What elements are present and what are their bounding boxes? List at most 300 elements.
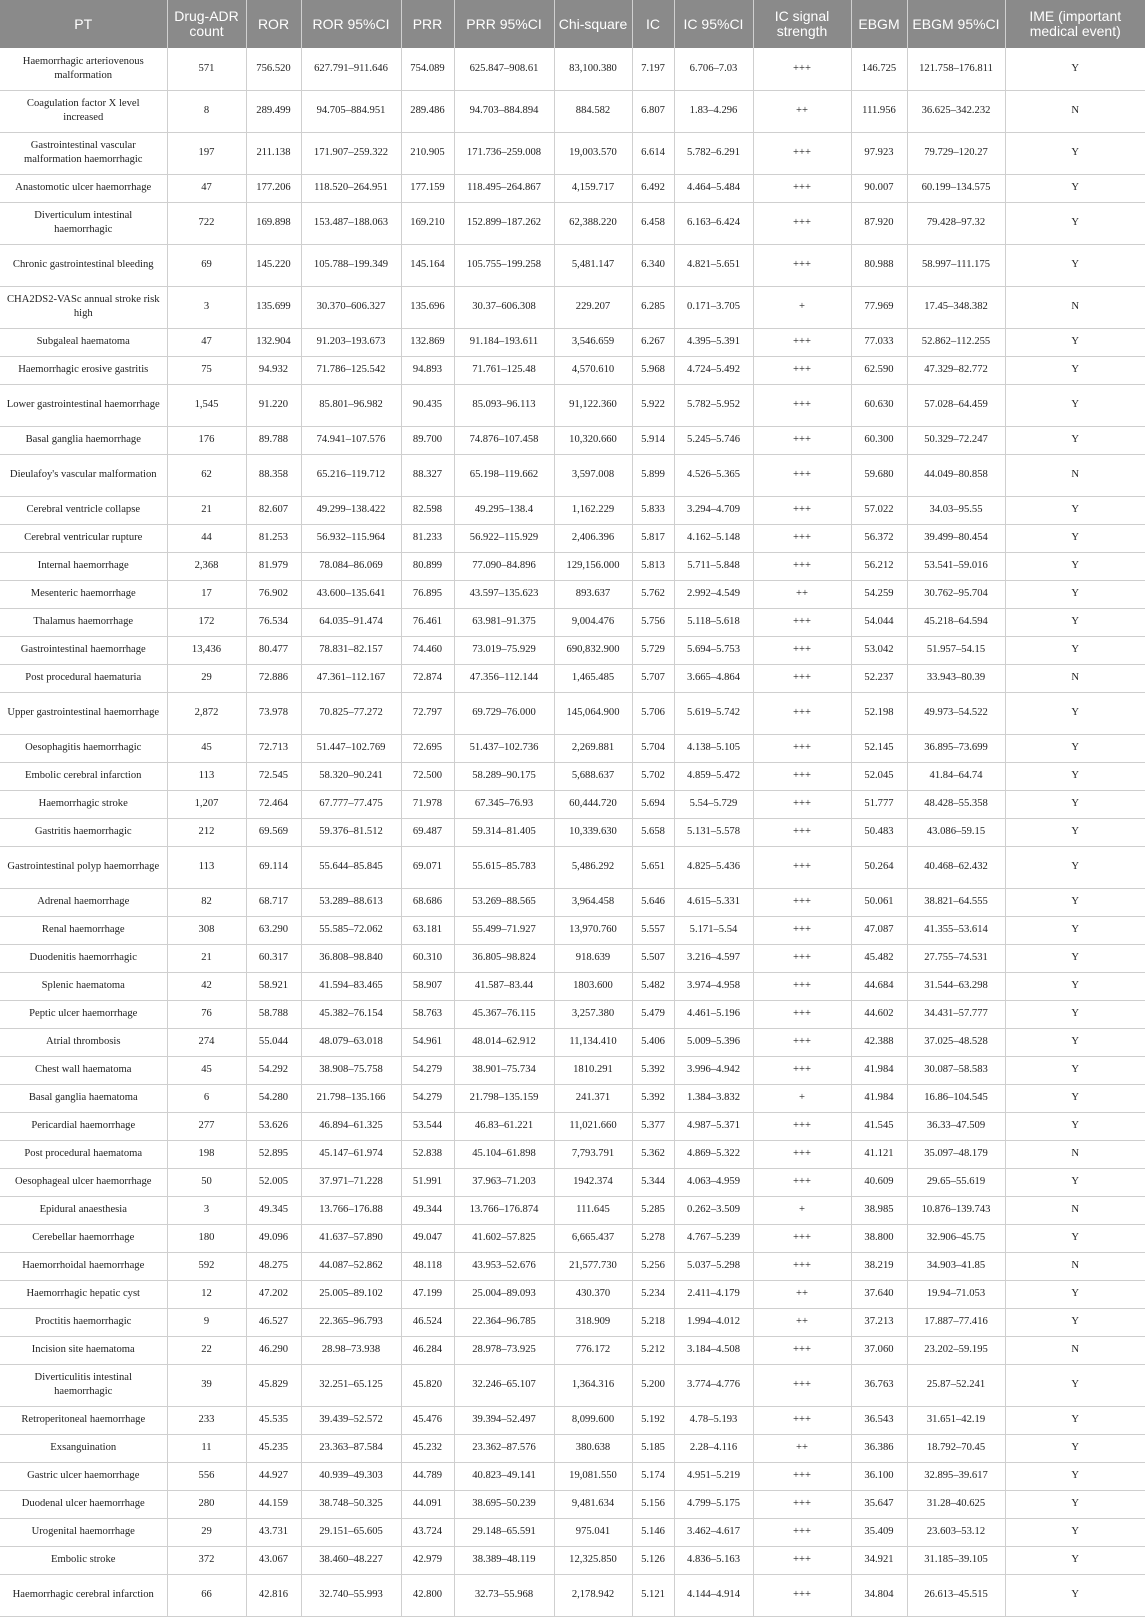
table-row [0,1434,1145,1462]
cell-prr: 72.797 [401,692,454,734]
cell-ic-ci: 4.464–5.484 [674,174,753,202]
cell-pt: Cerebral ventricular rupture [0,524,167,552]
cell-ebgm: 52.145 [851,734,907,762]
cell-ic-ci: 3.665–4.864 [674,664,753,692]
cell-ebgm: 45.482 [851,944,907,972]
cell-ebgm: 56.372 [851,524,907,552]
header-ime: IME (important medical event) [1005,0,1145,48]
cell-prr-ci: 32.246–65.107 [454,1364,554,1406]
cell-ime: Y [1005,174,1145,202]
cell-ror-ci: 70.825–77.272 [301,692,401,734]
cell-pt: Gastrointestinal polyp haemorrhage [0,846,167,888]
table-row [0,244,1145,286]
cell-prr-ci: 38.389–48.119 [454,1546,554,1574]
header-drug-adr-count: Drug-ADR count [167,0,246,48]
cell-chi-square: 3,964.458 [554,888,632,916]
cell-drug-adr-count: 21 [167,944,246,972]
cell-ebgm-ci: 34.903–41.85 [907,1252,1005,1280]
cell-ime: Y [1005,1490,1145,1518]
cell-prr: 135.696 [401,286,454,328]
cell-prr-ci: 40.823–49.141 [454,1462,554,1490]
cell-drug-adr-count: 29 [167,664,246,692]
cell-chi-square: 1,465.485 [554,664,632,692]
cell-ebgm-ci: 26.613–45.515 [907,1574,1005,1616]
cell-ic: 5.212 [632,1336,674,1364]
cell-chi-square: 10,320.660 [554,426,632,454]
cell-ic: 5.729 [632,636,674,664]
cell-drug-adr-count: 29 [167,1518,246,1546]
header-chi-square: Chi-square [554,0,632,48]
cell-ic-ci: 2.411–4.179 [674,1280,753,1308]
cell-ic-ci: 4.615–5.331 [674,888,753,916]
cell-ime: Y [1005,762,1145,790]
cell-ebgm-ci: 41.84–64.74 [907,762,1005,790]
cell-ic-ci: 4.395–5.391 [674,328,753,356]
cell-ic: 5.833 [632,496,674,524]
cell-ebgm: 59.680 [851,454,907,496]
cell-ime: Y [1005,1056,1145,1084]
cell-ime: N [1005,286,1145,328]
cell-pt: Cerebellar haemorrhage [0,1224,167,1252]
cell-ic-signal-strength: +++ [753,1252,851,1280]
cell-ime: Y [1005,1000,1145,1028]
cell-ror-ci: 59.376–81.512 [301,818,401,846]
cell-drug-adr-count: 17 [167,580,246,608]
cell-prr: 69.071 [401,846,454,888]
cell-ic-ci: 4.825–5.436 [674,846,753,888]
table-row [0,1224,1145,1252]
cell-ic-signal-strength: +++ [753,1056,851,1084]
table-row [0,1280,1145,1308]
header-ic-signal-strength: IC signal strength [753,0,851,48]
cell-ic-ci: 5.131–5.578 [674,818,753,846]
cell-ebgm: 60.630 [851,384,907,426]
cell-chi-square: 19,003.570 [554,132,632,174]
cell-ebgm: 50.483 [851,818,907,846]
cell-ebgm: 54.044 [851,608,907,636]
cell-ic-signal-strength: +++ [753,1000,851,1028]
cell-ebgm: 56.212 [851,552,907,580]
table-row [0,608,1145,636]
cell-ime: Y [1005,944,1145,972]
cell-ebgm: 38.219 [851,1252,907,1280]
cell-ebgm-ci: 10.876–139.743 [907,1196,1005,1224]
cell-drug-adr-count: 12 [167,1280,246,1308]
cell-ic-signal-strength: + [753,286,851,328]
cell-ic: 5.914 [632,426,674,454]
cell-pt: Oesophageal ulcer haemorrhage [0,1168,167,1196]
cell-prr: 90.435 [401,384,454,426]
cell-ime: Y [1005,1518,1145,1546]
cell-ror: 58.921 [246,972,301,1000]
cell-prr-ci: 29.148–65.591 [454,1518,554,1546]
cell-ebgm-ci: 38.821–64.555 [907,888,1005,916]
cell-ebgm: 53.042 [851,636,907,664]
cell-drug-adr-count: 592 [167,1252,246,1280]
cell-prr: 68.686 [401,888,454,916]
cell-prr: 81.233 [401,524,454,552]
cell-ror-ci: 74.941–107.576 [301,426,401,454]
cell-ror-ci: 51.447–102.769 [301,734,401,762]
table-row [0,580,1145,608]
cell-ror: 52.005 [246,1168,301,1196]
cell-prr-ci: 36.805–98.824 [454,944,554,972]
cell-ror-ci: 23.363–87.584 [301,1434,401,1462]
cell-ror: 88.358 [246,454,301,496]
cell-ic: 5.813 [632,552,674,580]
cell-ic: 5.156 [632,1490,674,1518]
table-row [0,1462,1145,1490]
cell-ic-signal-strength: + [753,1084,851,1112]
cell-chi-square: 1942.374 [554,1168,632,1196]
cell-ebgm-ci: 39.499–80.454 [907,524,1005,552]
cell-chi-square: 690,832.900 [554,636,632,664]
cell-chi-square: 3,597.008 [554,454,632,496]
cell-ror-ci: 153.487–188.063 [301,202,401,244]
cell-pt: Anastomotic ulcer haemorrhage [0,174,167,202]
cell-ror-ci: 71.786–125.542 [301,356,401,384]
table-row [0,1518,1145,1546]
cell-drug-adr-count: 9 [167,1308,246,1336]
cell-drug-adr-count: 45 [167,734,246,762]
cell-ror: 49.096 [246,1224,301,1252]
cell-prr: 76.895 [401,580,454,608]
cell-prr: 145.164 [401,244,454,286]
cell-pt: Coagulation factor X level increased [0,90,167,132]
cell-prr-ci: 55.615–85.783 [454,846,554,888]
cell-ebgm: 57.022 [851,496,907,524]
cell-ebgm-ci: 23.202–59.195 [907,1336,1005,1364]
cell-ic-signal-strength: +++ [753,454,851,496]
cell-drug-adr-count: 113 [167,846,246,888]
cell-prr: 53.544 [401,1112,454,1140]
cell-ror-ci: 47.361–112.167 [301,664,401,692]
cell-ic-signal-strength: +++ [753,1490,851,1518]
cell-drug-adr-count: 45 [167,1056,246,1084]
cell-ebgm: 38.800 [851,1224,907,1252]
cell-ic-signal-strength: ++ [753,580,851,608]
cell-ror: 63.290 [246,916,301,944]
cell-prr-ci: 55.499–71.927 [454,916,554,944]
cell-pt: Subgaleal haematoma [0,328,167,356]
cell-ime: Y [1005,496,1145,524]
cell-ime: Y [1005,1364,1145,1406]
cell-ror-ci: 30.370–606.327 [301,286,401,328]
cell-ic-ci: 5.694–5.753 [674,636,753,664]
cell-ic: 5.406 [632,1028,674,1056]
cell-ic: 5.507 [632,944,674,972]
cell-ic-ci: 5.619–5.742 [674,692,753,734]
cell-prr-ci: 94.703–884.894 [454,90,554,132]
cell-drug-adr-count: 13,436 [167,636,246,664]
cell-chi-square: 11,134.410 [554,1028,632,1056]
cell-chi-square: 2,178.942 [554,1574,632,1616]
cell-prr-ci: 69.729–76.000 [454,692,554,734]
cell-prr: 54.279 [401,1056,454,1084]
cell-prr-ci: 58.289–90.175 [454,762,554,790]
cell-prr: 46.524 [401,1308,454,1336]
cell-ror-ci: 29.151–65.605 [301,1518,401,1546]
cell-pt: Duodenitis haemorrhagic [0,944,167,972]
cell-ror: 55.044 [246,1028,301,1056]
cell-ebgm: 54.259 [851,580,907,608]
cell-chi-square: 2,406.396 [554,524,632,552]
table-row [0,384,1145,426]
cell-pt: Haemorrhagic arteriovenous malformation [0,48,167,90]
cell-ebgm-ci: 33.943–80.39 [907,664,1005,692]
cell-ebgm-ci: 50.329–72.247 [907,426,1005,454]
cell-chi-square: 1803.600 [554,972,632,1000]
cell-ime: Y [1005,1406,1145,1434]
cell-ebgm-ci: 17.45–348.382 [907,286,1005,328]
cell-ror: 169.898 [246,202,301,244]
cell-ic-signal-strength: ++ [753,90,851,132]
cell-ic-signal-strength: +++ [753,1574,851,1616]
cell-drug-adr-count: 277 [167,1112,246,1140]
cell-ic-signal-strength: +++ [753,1224,851,1252]
cell-ime: N [1005,90,1145,132]
cell-ic-signal-strength: +++ [753,692,851,734]
cell-ebgm: 62.590 [851,356,907,384]
cell-ror: 47.202 [246,1280,301,1308]
cell-ic: 5.192 [632,1406,674,1434]
cell-ic: 6.267 [632,328,674,356]
cell-ime: Y [1005,1280,1145,1308]
table-row [0,1000,1145,1028]
cell-ebgm: 50.061 [851,888,907,916]
cell-drug-adr-count: 172 [167,608,246,636]
cell-ebgm-ci: 51.957–54.15 [907,636,1005,664]
cell-ror: 76.534 [246,608,301,636]
cell-drug-adr-count: 113 [167,762,246,790]
cell-ic-signal-strength: ++ [753,1280,851,1308]
cell-ebgm-ci: 79.729–120.27 [907,132,1005,174]
cell-ebgm: 41.984 [851,1056,907,1084]
cell-prr: 169.210 [401,202,454,244]
cell-prr: 45.232 [401,1434,454,1462]
cell-ic: 5.362 [632,1140,674,1168]
cell-ic-ci: 3.184–4.508 [674,1336,753,1364]
cell-ror: 211.138 [246,132,301,174]
cell-ebgm-ci: 30.762–95.704 [907,580,1005,608]
table-row [0,972,1145,1000]
cell-ebgm-ci: 32.906–45.75 [907,1224,1005,1252]
cell-ic-signal-strength: +++ [753,1406,851,1434]
cell-ror: 44.159 [246,1490,301,1518]
cell-prr-ci: 51.437–102.736 [454,734,554,762]
table-row [0,636,1145,664]
cell-prr-ci: 73.019–75.929 [454,636,554,664]
cell-ror: 91.220 [246,384,301,426]
cell-chi-square: 21,577.730 [554,1252,632,1280]
cell-ic: 6.285 [632,286,674,328]
cell-drug-adr-count: 6 [167,1084,246,1112]
cell-ebgm: 37.213 [851,1308,907,1336]
cell-drug-adr-count: 47 [167,174,246,202]
cell-ime: Y [1005,1224,1145,1252]
cell-ime: N [1005,1196,1145,1224]
cell-pt: Haemorrhagic hepatic cyst [0,1280,167,1308]
table-row [0,1056,1145,1084]
cell-chi-square: 1,364.316 [554,1364,632,1406]
cell-ror: 177.206 [246,174,301,202]
cell-ror-ci: 78.084–86.069 [301,552,401,580]
cell-ebgm-ci: 27.755–74.531 [907,944,1005,972]
table-row [0,454,1145,496]
cell-pt: Post procedural haematoma [0,1140,167,1168]
cell-ic: 5.377 [632,1112,674,1140]
cell-chi-square: 229.207 [554,286,632,328]
cell-ic-ci: 4.767–5.239 [674,1224,753,1252]
cell-ror: 81.979 [246,552,301,580]
cell-prr: 72.874 [401,664,454,692]
cell-ebgm: 41.121 [851,1140,907,1168]
cell-chi-square: 4,570.610 [554,356,632,384]
cell-ic-signal-strength: +++ [753,608,851,636]
cell-prr: 177.159 [401,174,454,202]
header-row [0,0,1145,48]
table-row [0,496,1145,524]
cell-ime: Y [1005,1084,1145,1112]
cell-ror: 54.292 [246,1056,301,1084]
cell-ic: 5.706 [632,692,674,734]
cell-ebgm: 41.545 [851,1112,907,1140]
cell-ic-ci: 5.782–6.291 [674,132,753,174]
cell-ror: 54.280 [246,1084,301,1112]
cell-ror-ci: 53.289–88.613 [301,888,401,916]
cell-ror-ci: 49.299–138.422 [301,496,401,524]
cell-drug-adr-count: 3 [167,286,246,328]
cell-ebgm-ci: 35.097–48.179 [907,1140,1005,1168]
cell-ror: 289.499 [246,90,301,132]
cell-prr-ci: 625.847–908.61 [454,48,554,90]
cell-ror: 76.902 [246,580,301,608]
cell-ic-signal-strength: +++ [753,1546,851,1574]
cell-ic-signal-strength: +++ [753,1364,851,1406]
cell-ime: Y [1005,608,1145,636]
cell-ime: Y [1005,1462,1145,1490]
cell-ebgm-ci: 40.468–62.432 [907,846,1005,888]
cell-ic-ci: 6.706–7.03 [674,48,753,90]
cell-ic: 5.702 [632,762,674,790]
cell-drug-adr-count: 556 [167,1462,246,1490]
cell-ic-ci: 4.063–4.959 [674,1168,753,1196]
cell-ebgm: 51.777 [851,790,907,818]
cell-ror-ci: 91.203–193.673 [301,328,401,356]
cell-drug-adr-count: 47 [167,328,246,356]
cell-ebgm-ci: 43.086–59.15 [907,818,1005,846]
cell-ror-ci: 36.808–98.840 [301,944,401,972]
cell-ime: Y [1005,356,1145,384]
cell-ebgm: 37.060 [851,1336,907,1364]
cell-ic-ci: 0.262–3.509 [674,1196,753,1224]
cell-ebgm-ci: 34.03–95.55 [907,496,1005,524]
header-ic: IC [632,0,674,48]
cell-ic-signal-strength: +++ [753,132,851,174]
cell-prr: 88.327 [401,454,454,496]
cell-ime: Y [1005,916,1145,944]
cell-chi-square: 918.639 [554,944,632,972]
cell-prr: 49.047 [401,1224,454,1252]
cell-ror-ci: 41.637–57.890 [301,1224,401,1252]
cell-ebgm: 44.602 [851,1000,907,1028]
cell-ic-ci: 5.245–5.746 [674,426,753,454]
cell-prr: 754.089 [401,48,454,90]
cell-prr-ci: 53.269–88.565 [454,888,554,916]
table-row [0,1546,1145,1574]
cell-ic-ci: 3.462–4.617 [674,1518,753,1546]
cell-chi-square: 83,100.380 [554,48,632,90]
cell-ic-signal-strength: +++ [753,524,851,552]
cell-chi-square: 5,481.147 [554,244,632,286]
cell-ic-signal-strength: +++ [753,328,851,356]
cell-prr-ci: 28.978–73.925 [454,1336,554,1364]
cell-ror-ci: 171.907–259.322 [301,132,401,174]
cell-ror-ci: 38.460–48.227 [301,1546,401,1574]
table-row [0,1196,1145,1224]
cell-ebgm-ci: 32.895–39.617 [907,1462,1005,1490]
table-row [0,1490,1145,1518]
cell-ror-ci: 55.585–72.062 [301,916,401,944]
cell-ebgm: 87.920 [851,202,907,244]
cell-pt: Gastric ulcer haemorrhage [0,1462,167,1490]
cell-drug-adr-count: 11 [167,1434,246,1462]
cell-prr-ci: 43.953–52.676 [454,1252,554,1280]
cell-ic-signal-strength: ++ [753,1434,851,1462]
cell-drug-adr-count: 75 [167,356,246,384]
cell-ime: Y [1005,1308,1145,1336]
cell-ebgm-ci: 44.049–80.858 [907,454,1005,496]
cell-ebgm-ci: 31.185–39.105 [907,1546,1005,1574]
cell-ror: 49.345 [246,1196,301,1224]
cell-ic-ci: 4.162–5.148 [674,524,753,552]
cell-drug-adr-count: 308 [167,916,246,944]
cell-ror-ci: 13.766–176.88 [301,1196,401,1224]
cell-ebgm-ci: 121.758–176.811 [907,48,1005,90]
cell-prr-ci: 46.83–61.221 [454,1112,554,1140]
cell-ime: Y [1005,132,1145,174]
cell-ic-signal-strength: +++ [753,1028,851,1056]
cell-ebgm: 34.804 [851,1574,907,1616]
cell-ime: Y [1005,790,1145,818]
cell-prr: 58.763 [401,1000,454,1028]
cell-ror-ci: 94.705–884.951 [301,90,401,132]
cell-ror-ci: 65.216–119.712 [301,454,401,496]
cell-prr: 51.991 [401,1168,454,1196]
cell-ime: N [1005,1140,1145,1168]
cell-ebgm: 36.763 [851,1364,907,1406]
cell-ic: 5.256 [632,1252,674,1280]
cell-prr: 49.344 [401,1196,454,1224]
cell-prr-ci: 67.345–76.93 [454,790,554,818]
cell-ebgm: 40.609 [851,1168,907,1196]
cell-ic-ci: 1.994–4.012 [674,1308,753,1336]
cell-prr-ci: 63.981–91.375 [454,608,554,636]
cell-ic-signal-strength: +++ [753,1462,851,1490]
cell-pt: Pericardial haemorrhage [0,1112,167,1140]
cell-ebgm-ci: 49.973–54.522 [907,692,1005,734]
cell-chi-square: 4,159.717 [554,174,632,202]
cell-ic: 5.126 [632,1546,674,1574]
cell-ror-ci: 67.777–77.475 [301,790,401,818]
table-row [0,132,1145,174]
cell-drug-adr-count: 233 [167,1406,246,1434]
cell-ic-ci: 2.992–4.549 [674,580,753,608]
header-pt: PT [0,0,167,48]
cell-ebgm-ci: 57.028–64.459 [907,384,1005,426]
cell-ror: 52.895 [246,1140,301,1168]
cell-drug-adr-count: 212 [167,818,246,846]
